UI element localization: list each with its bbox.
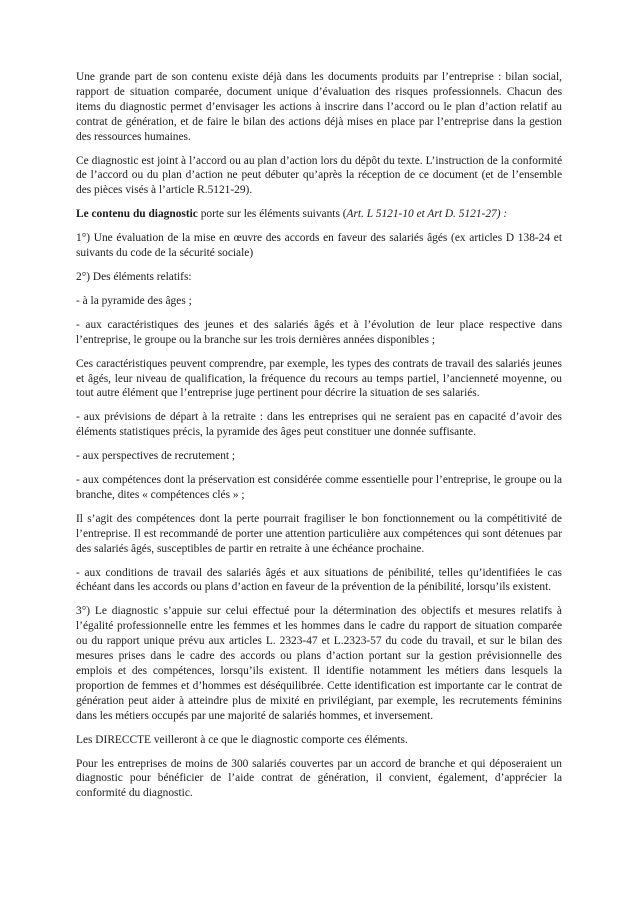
paragraph-item-1: 1°) Une évaluation de la mise en œuvre des accords en faveur des salariés âgés (ex articles D 138-24 et suivants du code de la sécurité sociale) [76,232,562,260]
paragraph-caracteristiques: - aux caractéristiques des jeunes et des salariés âgés et à l’évolution de leur place respective dans l’entreprise, le groupe ou la branche sur les trois dernières années disponibles ; [76,318,562,346]
paragraph-joint-diagnostic: Ce diagnostic est joint à l’accord ou au plan d’action lors du dépôt du texte. L’instruction de la conformité de l’accord ou du plan d’action ne peut débuter qu’après la réception de ce document (et de l’ensemble des pièces visés à l’article R.5121-29). [76,154,562,197]
paragraph-intro: Une grande part de son contenu existe déjà dans les documents produits par l’entreprise : bilan social, rapport de situation comparée, document unique d’évaluation des risques professionnels. Chacun des items du diagnostic permet d’envisager les actions à inscrire dans l’accord ou le plan d’action relatif au contrat de génération, et de faire le bilan des actions déjà mises en place par l’entreprise dans la gestion des ressources humaines. [76,71,562,143]
paragraph-content-heading [76,207,562,222]
paragraph-pyramide: - à la pyramide des âges ; [76,294,192,307]
content-heading-article-ref: Art. L 5121-10 et Art D. 5121-27) : [346,208,508,221]
paragraph-item-2: 2°) Des éléments relatifs: [76,270,192,283]
content-heading-bold: Le contenu du diagnostic [76,208,198,221]
paragraph-recrutement: - aux perspectives de recrutement ; [76,450,236,463]
paragraph-competences-detail: Il s’agit des compétences dont la perte pourrait fragiliser le bon fonctionnement ou la compétitivité de l’entreprise. Il est recommandé de porter une attention particulière aux compétences qui sont détenues par des salariés âgés, susceptibles de partir en retraite à une échéance prochaine. [76,512,562,555]
paragraph-item-3: 3°) Le diagnostic s’appuie sur celui effectué pour la détermination des objectifs et mesures relatifs à l’égalité professionnelle entre les femmes et les hommes dans le cadre du rapport de situation comparée ou du rapport unique prévu aux articles L. 2323-47 et L.2323-57 du code du travail, et sur le bilan des mesures prises dans le cadre des accords ou plans d’action portant sur la gestion prévisionnelle des emplois et des compétences, lorsqu’ils existent. Il identifie notamment les métiers dans lesquels la proportion de femmes et d’hommes est déséquilibrée. Cette identification est importante car le contrat de génération peut aider à atteindre plus de mixité en privilégiant, par exemple, les recrutements féminins dans les métiers occupés par une majorité de salariés hommes, et inversement. [76,605,562,722]
document-page [76,70,562,810]
paragraph-direccte: Les DIRECCTE veilleront à ce que le diagnostic comporte ces éléments. [76,733,408,746]
paragraph-small-companies: Pour les entreprises de moins de 300 salariés couvertes par un accord de branche et qui déposeraient un diagnostic pour bénéficier de l’aide contrat de génération, il convient, également, d’apprécier la conformité du diagnostic. [76,757,562,800]
paragraph-retraite: - aux prévisions de départ à la retraite : dans les entreprises qui ne seraient pas en capacité d’avoir des éléments statistiques précis, la pyramide des âges peut constituer une donnée suffisante. [76,411,562,439]
content-heading-text: porte sur les éléments suivants ( [197,208,347,221]
paragraph-competences: - aux compétences dont la préservation est considérée comme essentielle pour l’entreprise, le groupe ou la branche, dites « compétences clés » ; [76,474,562,501]
paragraph-conditions-travail: - aux conditions de travail des salariés âgés et aux situations de pénibilité, telles qu’identifiées le cas échéant dans les accords ou plans d’action en faveur de la prévention de la pénibilité, lorsqu’ils existent. [76,566,562,594]
paragraph-caracteristiques-detail: Ces caractéristiques peuvent comprendre, par exemple, les types des contrats de travail des salariés jeunes et âgés, leur niveau de qualification, la fréquence du recours au temps partiel, l’ancienneté moyenne, ou tout autre élément que l’entreprise juge pertinent pour décrire la situation de ses salariés. [76,357,562,400]
